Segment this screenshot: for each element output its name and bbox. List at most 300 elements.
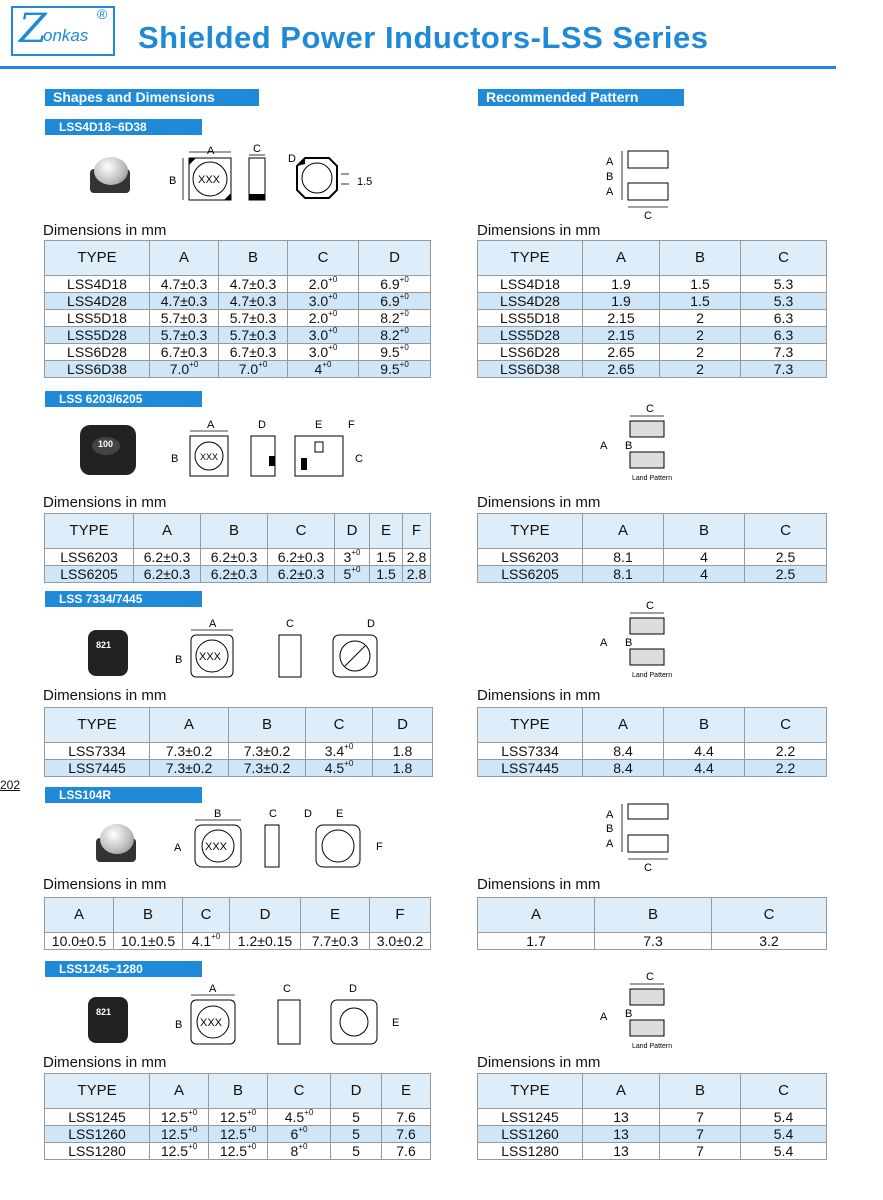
inductor-photo-lss6203 <box>80 425 138 477</box>
table-row <box>45 293 431 310</box>
section-title-lss4d18: LSS4D18~6D38 <box>45 119 202 135</box>
table-row <box>478 933 827 950</box>
cell-value: 5 <box>343 566 352 582</box>
table-header-row <box>478 708 827 743</box>
table-cell: 7 <box>660 1126 741 1143</box>
cell-value: 2.0 <box>308 310 329 326</box>
dims-label: Dimensions in mm <box>43 687 167 704</box>
table-row <box>45 344 431 361</box>
logo-word: onkas <box>43 26 89 45</box>
dimension-label: XXX <box>200 452 219 462</box>
table-cell: C <box>741 1074 827 1109</box>
table-cell: 1.5 <box>660 276 741 293</box>
tolerance-superscript: +0 <box>344 759 354 768</box>
table-row <box>45 1143 431 1160</box>
table-cell: D <box>230 898 301 933</box>
table-cell: A <box>478 898 595 933</box>
table-row <box>45 933 431 950</box>
table-cell <box>306 760 373 777</box>
tolerance-superscript: +0 <box>351 565 361 574</box>
dimension-label: C <box>644 210 652 222</box>
table-cell: B <box>664 708 745 743</box>
table-cell: 4.4 <box>664 743 745 760</box>
table-cell: 8.4 <box>583 743 664 760</box>
table-row <box>478 293 827 310</box>
inductor-photo-lss7334 <box>88 630 130 678</box>
table-cell: C <box>268 1074 331 1109</box>
table-header-row <box>45 514 431 549</box>
table-cell: LSS6205 <box>45 566 134 583</box>
table-cell: 4.4 <box>664 760 745 777</box>
table-cell: 1.5 <box>370 566 403 583</box>
table-cell: 6.2±0.3 <box>134 549 201 566</box>
cell-value: 12.5 <box>219 1143 248 1159</box>
cell-value: 12.5 <box>160 1126 189 1142</box>
table-row <box>478 310 827 327</box>
dimension-label: A <box>600 440 608 452</box>
table-cell: LSS6203 <box>478 549 583 566</box>
table-cell <box>306 743 373 760</box>
cell-value: 12.5 <box>219 1109 248 1125</box>
table-cell <box>288 293 359 310</box>
table-cell: 5.4 <box>741 1126 827 1143</box>
cell-value: 6.9 <box>380 276 400 292</box>
table-cell: 7.6 <box>382 1109 431 1126</box>
table-cell: C <box>183 898 230 933</box>
table-cell <box>359 293 431 310</box>
table-cell: B <box>114 898 183 933</box>
registered-mark: ® <box>97 6 108 22</box>
dimension-table-lss4d18 <box>44 240 431 378</box>
tolerance-superscript: +0 <box>328 275 338 284</box>
table-cell: D <box>335 514 370 549</box>
dimension-label: B <box>625 637 633 649</box>
dimension-label: A <box>606 809 614 821</box>
table-cell: 4.7±0.3 <box>219 293 288 310</box>
tolerance-superscript: +0 <box>247 1125 257 1134</box>
section-title-lss104r: LSS104R <box>45 787 202 803</box>
table-cell: 7.6 <box>382 1143 431 1160</box>
table-cell: 2.15 <box>583 310 660 327</box>
tolerance-superscript: +0 <box>298 1125 308 1134</box>
table-cell: 1.8 <box>373 743 433 760</box>
dimension-label: F <box>376 841 383 853</box>
cell-value: 3.4 <box>324 743 345 759</box>
table-cell: 5.4 <box>741 1109 827 1126</box>
tolerance-superscript: +0 <box>258 360 268 369</box>
table-cell: 13 <box>583 1143 660 1160</box>
table-cell: TYPE <box>478 708 583 743</box>
label-b: B <box>169 175 177 187</box>
tolerance-superscript: +0 <box>328 292 338 301</box>
dimension-label: A <box>207 419 215 431</box>
table-cell: 4.7±0.3 <box>150 293 219 310</box>
table-cell <box>150 1126 209 1143</box>
table-cell: D <box>359 241 431 276</box>
table-cell: LSS5D28 <box>478 327 583 344</box>
table-cell: A <box>583 241 660 276</box>
tolerance-superscript: +0 <box>298 1142 308 1151</box>
table-cell: E <box>301 898 370 933</box>
table-cell <box>219 361 288 378</box>
table-cell: 2 <box>660 327 741 344</box>
cell-value: 8.2 <box>380 327 400 343</box>
inductor-photo-lss4d <box>86 155 136 197</box>
pattern-drawing-lss1245 <box>598 968 688 1050</box>
dimension-label: Land Pattern <box>632 475 673 482</box>
tolerance-superscript: +0 <box>399 343 409 352</box>
tolerance-superscript: +0 <box>304 1108 314 1117</box>
table-cell: 5.7±0.3 <box>219 310 288 327</box>
dimension-label: A <box>606 186 614 198</box>
table-cell: LSS1260 <box>478 1126 583 1143</box>
dims-label: Dimensions in mm <box>477 494 601 511</box>
marking-821: 821 <box>96 640 112 650</box>
table-cell: TYPE <box>45 708 150 743</box>
table-row <box>478 743 827 760</box>
label-d: D <box>288 153 296 165</box>
table-header-row <box>478 898 827 933</box>
table-cell: 6.2±0.3 <box>268 566 335 583</box>
dimension-label: C <box>269 808 277 820</box>
table-cell: 5 <box>331 1109 382 1126</box>
table-cell: 10.1±0.5 <box>114 933 183 950</box>
table-cell: 6.7±0.3 <box>219 344 288 361</box>
tolerance-superscript: +0 <box>328 326 338 335</box>
table-cell <box>268 1109 331 1126</box>
table-cell: TYPE <box>478 1074 583 1109</box>
table-cell: 5.7±0.3 <box>150 327 219 344</box>
dimension-table-lss1245 <box>44 1073 431 1160</box>
dimension-label: B <box>175 654 183 666</box>
tolerance-superscript: +0 <box>399 275 409 284</box>
table-cell: 3.2 <box>712 933 827 950</box>
cell-value: 4.5 <box>324 760 345 776</box>
table-cell <box>268 1143 331 1160</box>
page-title: Shielded Power Inductors-LSS Series <box>138 20 709 55</box>
cell-value: 7.0 <box>238 361 259 377</box>
table-row <box>478 549 827 566</box>
table-cell: C <box>741 241 827 276</box>
table-cell: A <box>134 514 201 549</box>
dimension-table-lss6203 <box>44 513 431 583</box>
dimension-label: B <box>625 440 633 452</box>
table-cell: 2.8 <box>403 549 431 566</box>
pattern-drawing-lss4d <box>600 145 680 220</box>
cell-value: 2.0 <box>308 276 329 292</box>
tolerance-superscript: +0 <box>188 1142 198 1151</box>
dimension-label: B <box>606 171 614 183</box>
table-cell: 5.7±0.3 <box>219 327 288 344</box>
table-cell: 6.2±0.3 <box>134 566 201 583</box>
tolerance-superscript: +0 <box>399 309 409 318</box>
dimension-label: Land Pattern <box>632 672 673 679</box>
table-row <box>478 760 827 777</box>
table-cell: 6.2±0.3 <box>201 566 268 583</box>
table-cell: LSS6D38 <box>45 361 150 378</box>
table-row <box>45 566 431 583</box>
pattern-table-lss104r <box>477 897 827 950</box>
table-cell: 5 <box>331 1126 382 1143</box>
dims-label: Dimensions in mm <box>43 494 167 511</box>
table-cell: D <box>331 1074 382 1109</box>
table-cell: 4.7±0.3 <box>219 276 288 293</box>
table-cell: LSS6D28 <box>45 344 150 361</box>
table-cell: 3.0±0.2 <box>370 933 431 950</box>
table-cell: A <box>150 708 229 743</box>
dims-label: Dimensions in mm <box>477 222 601 239</box>
dimension-label: A <box>600 637 608 649</box>
table-cell: LSS4D18 <box>45 276 150 293</box>
table-cell: 5 <box>331 1143 382 1160</box>
dimension-label: A <box>174 842 182 854</box>
dimension-label: A <box>209 618 217 630</box>
cell-value: 4.5 <box>284 1109 305 1125</box>
table-cell: 8.4 <box>583 760 664 777</box>
table-cell: LSS1280 <box>45 1143 150 1160</box>
page-number: 202 <box>0 778 21 792</box>
marking-100: 100 <box>98 439 114 449</box>
table-header-row <box>478 514 827 549</box>
table-row <box>45 549 431 566</box>
cell-value: 12.5 <box>160 1143 189 1159</box>
logo-letter: Z <box>19 6 47 52</box>
tolerance-superscript: +0 <box>328 343 338 352</box>
dimension-label: A <box>606 838 614 850</box>
table-cell: B <box>201 514 268 549</box>
pattern-drawing-lss7334 <box>598 597 688 679</box>
table-cell <box>359 276 431 293</box>
table-cell <box>150 361 219 378</box>
table-cell <box>288 310 359 327</box>
table-cell: LSS7445 <box>45 760 150 777</box>
cell-value: 3 <box>343 549 352 565</box>
table-cell: E <box>370 514 403 549</box>
table-cell: 2 <box>660 310 741 327</box>
tolerance-superscript: +0 <box>344 742 354 751</box>
dimension-label: B <box>606 823 614 835</box>
table-cell: 2.5 <box>745 566 827 583</box>
table-cell: B <box>229 708 306 743</box>
table-cell: LSS1260 <box>45 1126 150 1143</box>
table-cell: LSS6205 <box>478 566 583 583</box>
table-cell: LSS5D18 <box>478 310 583 327</box>
tolerance-superscript: +0 <box>328 309 338 318</box>
table-cell: 6.3 <box>741 310 827 327</box>
table-cell: LSS7445 <box>478 760 583 777</box>
dimension-label: C <box>286 618 294 630</box>
cell-value: 12.5 <box>219 1126 248 1142</box>
table-cell: LSS7334 <box>478 743 583 760</box>
dimension-label: E <box>315 419 323 431</box>
table-cell: 1.9 <box>583 276 660 293</box>
inductor-photo-lss1245: 821 <box>88 997 130 1045</box>
table-cell: 6.2±0.3 <box>201 549 268 566</box>
table-cell: 1.9 <box>583 293 660 310</box>
dimension-label: C <box>283 983 291 995</box>
table-cell: 7.6 <box>382 1126 431 1143</box>
table-cell: 5.3 <box>741 276 827 293</box>
table-row <box>45 310 431 327</box>
table-row <box>478 566 827 583</box>
table-cell: 8.1 <box>583 549 664 566</box>
tolerance-superscript: +0 <box>399 326 409 335</box>
table-cell: 7.3±0.2 <box>150 743 229 760</box>
dimension-label: XXX <box>205 841 228 853</box>
table-cell: B <box>660 1074 741 1109</box>
dimension-label: C <box>355 453 363 465</box>
table-row <box>478 327 827 344</box>
table-cell: C <box>745 708 827 743</box>
table-cell <box>288 361 359 378</box>
table-cell: TYPE <box>478 241 583 276</box>
table-cell: A <box>45 898 114 933</box>
cell-value: 7.0 <box>169 361 190 377</box>
dims-label: Dimensions in mm <box>477 1054 601 1071</box>
table-cell <box>359 344 431 361</box>
table-cell: 4 <box>664 549 745 566</box>
dimension-label: C <box>644 862 652 874</box>
dims-label: Dimensions in mm <box>477 876 601 893</box>
table-cell: 13 <box>583 1126 660 1143</box>
cell-value: 6.9 <box>380 293 400 309</box>
table-cell: 5.7±0.3 <box>150 310 219 327</box>
table-cell: TYPE <box>478 514 583 549</box>
table-cell: C <box>712 898 827 933</box>
dimension-label: Land Pattern <box>632 1043 673 1050</box>
table-cell: LSS4D18 <box>478 276 583 293</box>
table-cell: 13 <box>583 1109 660 1126</box>
table-cell: LSS4D28 <box>45 293 150 310</box>
cell-value: 6 <box>290 1126 299 1142</box>
table-cell: 8.1 <box>583 566 664 583</box>
table-cell <box>359 361 431 378</box>
table-cell: C <box>745 514 827 549</box>
marking-xxx: XXX <box>198 174 221 186</box>
table-cell: 2.5 <box>745 549 827 566</box>
table-cell: 7.3 <box>595 933 712 950</box>
table-cell: 7.3±0.2 <box>229 760 306 777</box>
table-cell: 4 <box>664 566 745 583</box>
pattern-table-lss7334 <box>477 707 827 777</box>
dimension-label: A <box>606 156 614 168</box>
cell-value: 9.5 <box>380 344 400 360</box>
cell-value: 3.0 <box>308 293 329 309</box>
table-cell: LSS1280 <box>478 1143 583 1160</box>
lss1245-dimension-drawing <box>165 980 405 1046</box>
table-cell: 7.3 <box>741 361 827 378</box>
table-cell: C <box>268 514 335 549</box>
table-header-row <box>45 241 431 276</box>
dimension-label: B <box>175 1019 183 1031</box>
table-cell: E <box>382 1074 431 1109</box>
table-cell: LSS6203 <box>45 549 134 566</box>
pattern-drawing-lss6203 <box>598 400 688 482</box>
table-cell: B <box>595 898 712 933</box>
table-cell: 1.5 <box>370 549 403 566</box>
dims-label: Dimensions in mm <box>477 687 601 704</box>
dimension-label: E <box>336 808 344 820</box>
table-row <box>45 361 431 378</box>
table-cell: LSS1245 <box>45 1109 150 1126</box>
table-row <box>45 1109 431 1126</box>
dimension-label: XXX <box>200 1017 223 1029</box>
dimension-label: XXX <box>199 651 222 663</box>
label-1-5: 1.5 <box>357 176 373 188</box>
table-cell: C <box>306 708 373 743</box>
tolerance-superscript: +0 <box>322 360 332 369</box>
dimension-label: A <box>600 1011 608 1023</box>
table-cell: TYPE <box>45 514 134 549</box>
pattern-table-lss4d18 <box>477 240 827 378</box>
table-cell: A <box>583 708 664 743</box>
table-cell: A <box>583 514 664 549</box>
table-header-row <box>45 708 433 743</box>
table-header-row <box>478 241 827 276</box>
table-cell: 7 <box>660 1143 741 1160</box>
table-cell: LSS5D28 <box>45 327 150 344</box>
table-cell <box>359 310 431 327</box>
dimension-label: D <box>349 983 357 995</box>
table-cell: 1.5 <box>660 293 741 310</box>
table-cell: 7.7±0.3 <box>301 933 370 950</box>
table-cell: A <box>583 1074 660 1109</box>
table-row <box>478 1143 827 1160</box>
table-cell: 10.0±0.5 <box>45 933 114 950</box>
table-row <box>45 1126 431 1143</box>
pattern-table-lss1245 <box>477 1073 827 1160</box>
table-cell: F <box>370 898 431 933</box>
table-cell <box>268 1126 331 1143</box>
table-row <box>478 276 827 293</box>
dimension-table-lss104r <box>44 897 431 950</box>
cell-value: 3.0 <box>308 344 329 360</box>
table-cell: 2 <box>660 344 741 361</box>
table-cell <box>335 566 370 583</box>
dimension-table-lss7334 <box>44 707 433 777</box>
tolerance-superscript: +0 <box>211 932 221 941</box>
table-cell: A <box>150 241 219 276</box>
table-cell: 7.3±0.2 <box>229 743 306 760</box>
tolerance-superscript: +0 <box>189 360 199 369</box>
tolerance-superscript: +0 <box>351 548 361 557</box>
tolerance-superscript: +0 <box>247 1108 257 1117</box>
table-header-row <box>478 1074 827 1109</box>
table-cell: 6.2±0.3 <box>268 549 335 566</box>
lss7334-dimension-drawing <box>165 615 385 681</box>
table-cell: TYPE <box>45 1074 150 1109</box>
inductor-photo-lss104r <box>92 822 140 866</box>
table-cell: 2.65 <box>583 361 660 378</box>
table-row <box>45 743 433 760</box>
table-header-row <box>45 1074 431 1109</box>
table-cell: 2.2 <box>745 743 827 760</box>
table-cell: 7 <box>660 1109 741 1126</box>
label-c: C <box>253 143 261 155</box>
table-cell <box>183 933 230 950</box>
tolerance-superscript: +0 <box>188 1108 198 1117</box>
section-title-lss1245: LSS1245~1280 <box>45 961 202 977</box>
table-cell <box>359 327 431 344</box>
table-row <box>45 760 433 777</box>
tolerance-superscript: +0 <box>399 292 409 301</box>
cell-value: 8.2 <box>380 310 400 326</box>
table-cell: 2 <box>660 361 741 378</box>
dimension-label: D <box>258 419 266 431</box>
table-row <box>45 276 431 293</box>
table-row <box>478 361 827 378</box>
table-cell: A <box>150 1074 209 1109</box>
